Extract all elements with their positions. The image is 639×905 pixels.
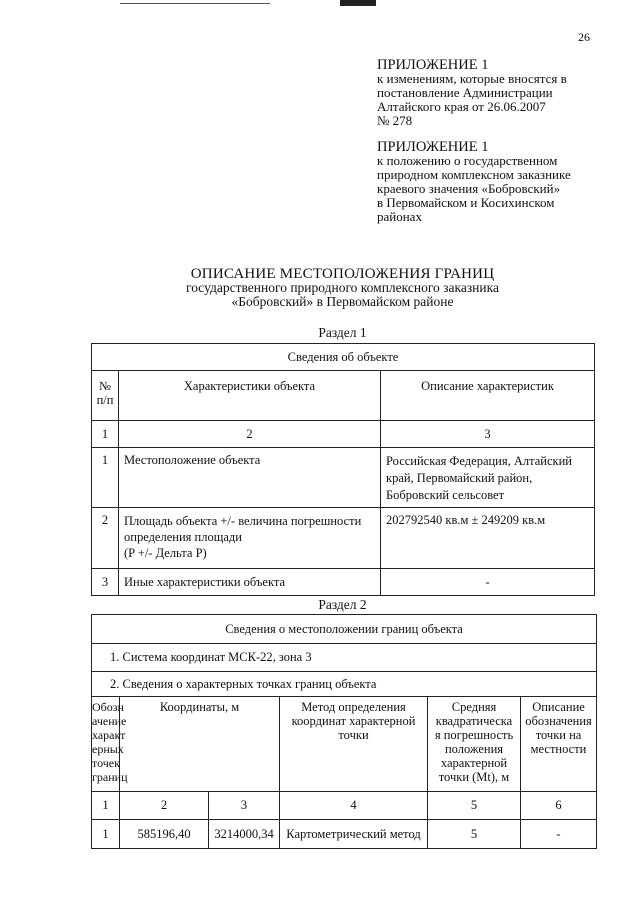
header-line: п/п (96, 393, 114, 407)
appendix-title: ПРИЛОЖЕНИЕ 1 (377, 139, 489, 155)
appendix-title: ПРИЛОЖЕНИЕ 1 (377, 57, 489, 73)
appendix-amendments (377, 58, 617, 128)
index-cell: 3 (381, 421, 595, 448)
cell-line: Местоположение объекта (124, 453, 261, 467)
scan-top-line (120, 3, 270, 4)
cell-line: край, Первомайский район, (386, 471, 533, 485)
cell-line: 202792540 кв.м ± 249209 кв.м (386, 513, 546, 527)
header-line: Средняя (451, 700, 497, 714)
page-number: 26 (578, 30, 590, 44)
header-point-description (521, 697, 597, 792)
header-line: положения (444, 742, 504, 756)
cell-line: определения площади (124, 530, 242, 544)
appendix-line: постановление Администрации (377, 85, 553, 100)
cell-line: Российская Федерация, Алтайский (386, 454, 572, 468)
header-line: ерных (92, 742, 124, 756)
row-characteristic (119, 448, 381, 508)
document-title-line: государственного природного комплексного заказника (186, 280, 499, 295)
header-line: Описание (532, 700, 585, 714)
section-1-label: Раздел 1 (318, 325, 367, 340)
row-characteristic: Иные характеристики объекта (119, 569, 381, 596)
row-characteristic (119, 508, 381, 569)
header-method (280, 697, 428, 792)
points-title: 2. Сведения о характерных точках границ объекта (92, 672, 597, 697)
table-row (92, 448, 595, 508)
row-number: 3 (92, 569, 119, 596)
determination-method: Картометрический метод (280, 820, 428, 849)
header-line: точки (338, 728, 369, 742)
header-line: точек (92, 756, 120, 770)
header-number (92, 371, 119, 421)
index-cell: 5 (428, 792, 521, 820)
header-designation (92, 697, 128, 792)
header-line: я погрешность (434, 728, 514, 742)
header-description: Описание характеристик (381, 371, 595, 421)
row-description (381, 448, 595, 508)
row-number: 1 (92, 448, 119, 508)
header-line: № (99, 379, 111, 393)
header-line: Обозн (92, 700, 124, 714)
table-title: Сведения о местоположении границ объекта (92, 615, 597, 644)
appendix-line: к положению о государственном (377, 153, 558, 168)
header-line: характ (92, 728, 126, 742)
boundary-points-table (91, 614, 597, 849)
table-row (92, 569, 595, 596)
point-description: - (521, 820, 597, 849)
header-characteristics: Характеристики объекта (119, 371, 381, 421)
cell-line: Площадь объекта +/- величина погрешности (124, 514, 362, 528)
header-line: обозначения (525, 714, 592, 728)
row-description: - (381, 569, 595, 596)
index-cell: 1 (92, 421, 119, 448)
table-row (92, 508, 595, 569)
section-2-label: Раздел 2 (318, 597, 367, 612)
mean-square-error: 5 (428, 820, 521, 849)
index-cell: 6 (521, 792, 597, 820)
appendix-line: природном комплексном заказнике (377, 167, 571, 182)
scan-top-mark (340, 0, 376, 6)
appendix-line: краевого значения «Бобровский» (377, 181, 561, 196)
point-number: 1 (92, 820, 120, 849)
index-cell: 4 (280, 792, 428, 820)
coordinate-y: 3214000,34 (209, 820, 280, 849)
header-line: ачение (92, 714, 127, 728)
appendix-line: районах (377, 209, 422, 224)
cell-line: Бобровский сельсовет (386, 488, 505, 502)
appendix-line: в Первомайском и Косихинском (377, 195, 555, 210)
index-cell: 1 (92, 792, 120, 820)
header-line: точки (Mt), м (438, 770, 510, 784)
appendix-line: № 278 (377, 113, 413, 128)
header-error (428, 697, 521, 792)
coordinate-system: 1. Система координат МСК-22, зона 3 (92, 644, 597, 672)
header-line: квадратическа (435, 714, 513, 728)
row-description (381, 508, 595, 569)
header-line: Метод определения (301, 700, 406, 714)
appendix-line: Алтайского края от 26.06.2007 (377, 99, 546, 114)
header-line: координат характерной (291, 714, 416, 728)
coordinate-x: 585196,40 (120, 820, 209, 849)
row-number: 2 (92, 508, 119, 569)
index-cell: 2 (120, 792, 209, 820)
cell-line: (P +/- Дельта P) (124, 546, 207, 560)
object-info-table (91, 343, 595, 596)
appendix-regulation (377, 140, 617, 224)
document-title (90, 267, 595, 309)
header-line: местности (530, 742, 587, 756)
index-cell: 2 (119, 421, 381, 448)
index-cell: 3 (209, 792, 280, 820)
table-title: Сведения об объекте (92, 344, 595, 371)
header-line: точки на (535, 728, 582, 742)
header-line: границ (92, 770, 128, 784)
table-row (92, 820, 597, 849)
appendix-line: к изменениям, которые вносятся в (377, 71, 567, 86)
document-title-main: ОПИСАНИЕ МЕСТОПОЛОЖЕНИЯ ГРАНИЦ (190, 266, 495, 282)
header-line: характерной (440, 756, 508, 770)
header-coordinates: Координаты, м (120, 697, 280, 792)
document-title-line: «Бобровский» в Первомайском районе (231, 294, 454, 309)
